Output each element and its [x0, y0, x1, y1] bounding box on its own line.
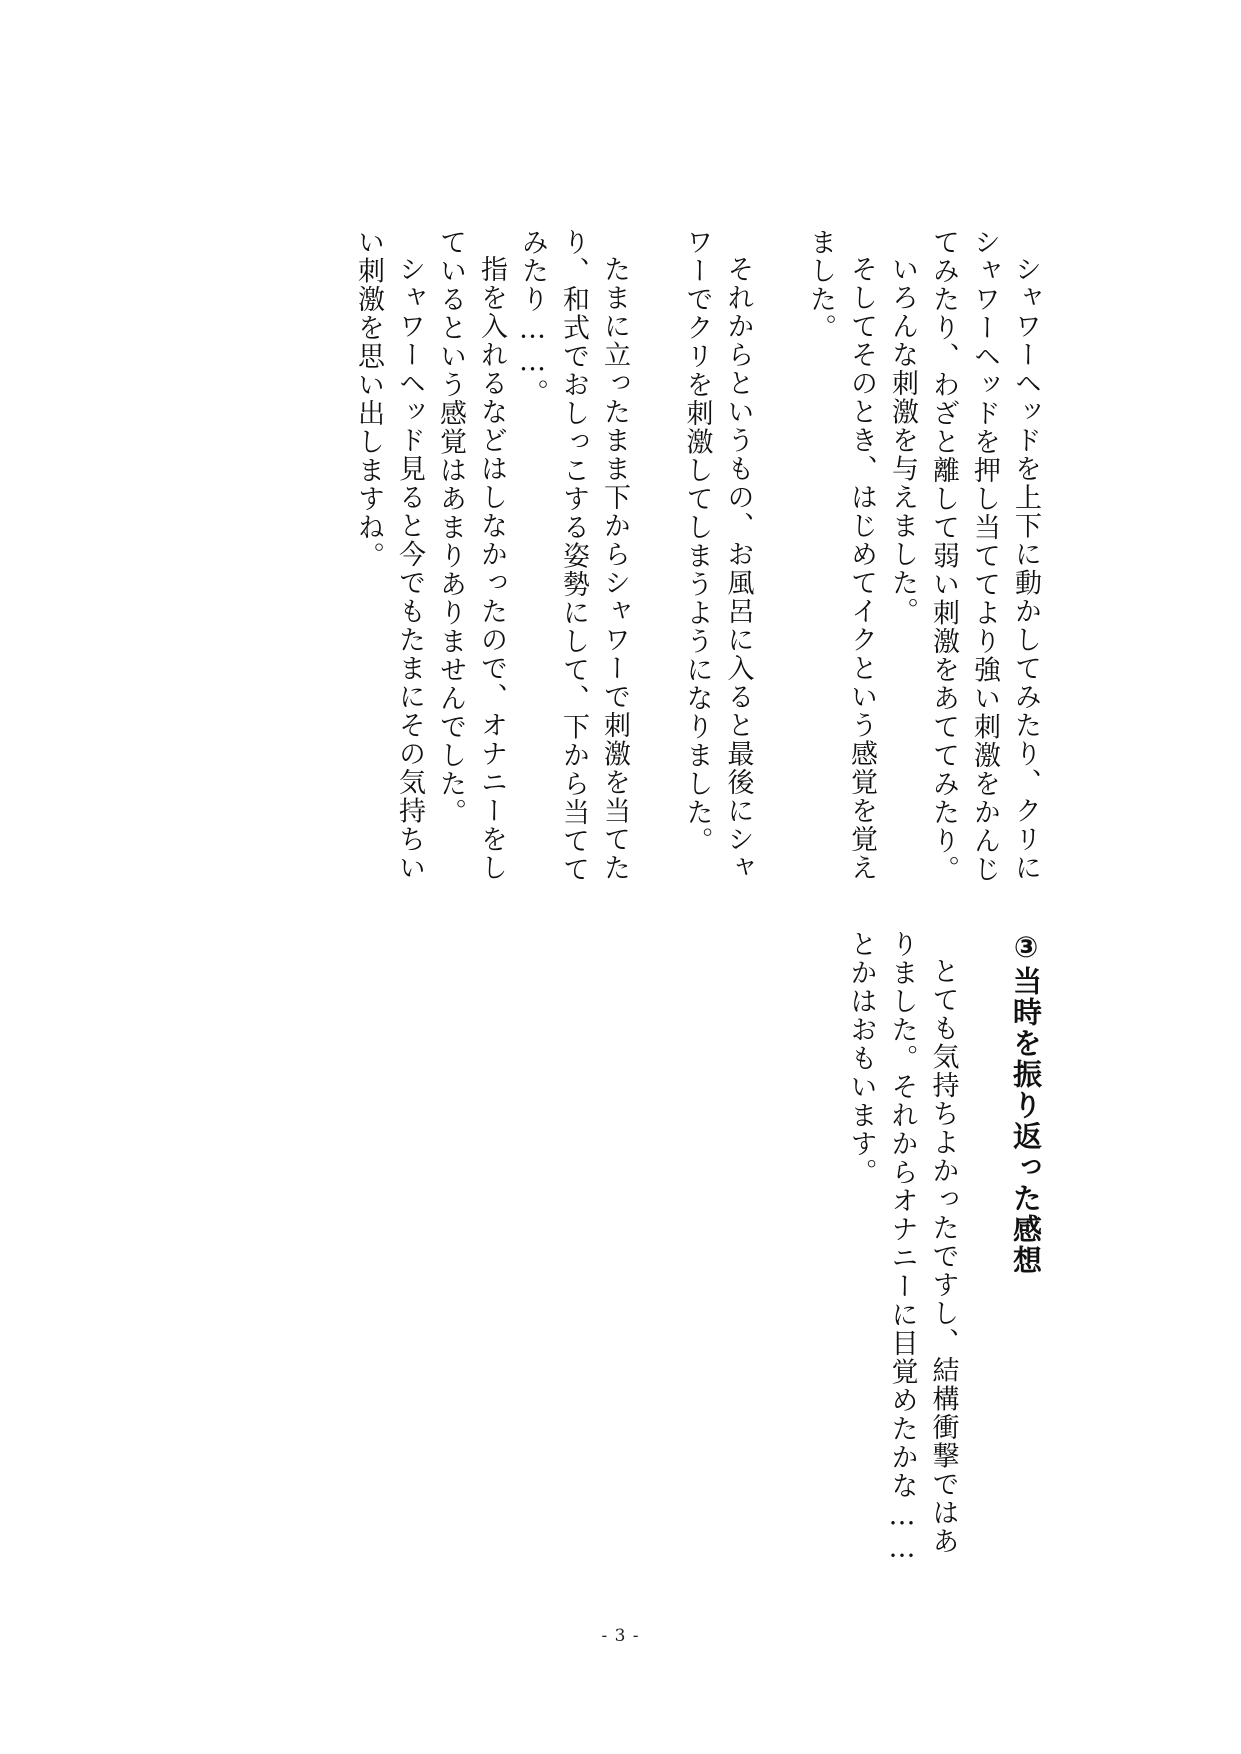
blank-line [759, 228, 801, 888]
blank-line [964, 930, 1006, 1570]
body-text-upper [353, 228, 1046, 888]
paragraph: とても気持ちよかったですし、結構衝撃ではありました。それからオナニーに目覚めたかな……とかはおもいます。 [845, 930, 959, 1565]
section-heading: ③当時を振り返った感想 [1009, 930, 1043, 1276]
paragraph: たまに立ったまま下からシャワーで刺激を当てたり、和式でおしっこする姿勢にして、下から当ててみたり……。 [517, 228, 630, 884]
blank-line [635, 228, 677, 888]
section-reflection [830, 930, 1046, 1570]
page-number: - 3 - [601, 1626, 640, 1646]
paragraph: シャワーヘッドを上下に動かしてみたり、クリにシャワーヘッドを押し当ててより強い刺激をかんじてみたり、わざと離して弱い刺激をあててみたり。 [928, 228, 1041, 884]
paragraph: そしてそのとき、はじめてイクという感覚を覚えました。 [805, 228, 877, 882]
paragraph: それからというもの、お風呂に入ると最後にシャワーでクリを刺激してしまうようになりました。 [681, 228, 754, 882]
paragraph: シャワーヘッド見ると今でもたまにその気持ちいい刺激を思い出しますね。 [353, 228, 425, 882]
paragraph: いろんな刺激を与えました。 [887, 255, 918, 626]
paragraph: 指を入れるなどはしなかったので、オナニーをしているという感覚はあまりありませんでした。 [435, 228, 507, 882]
